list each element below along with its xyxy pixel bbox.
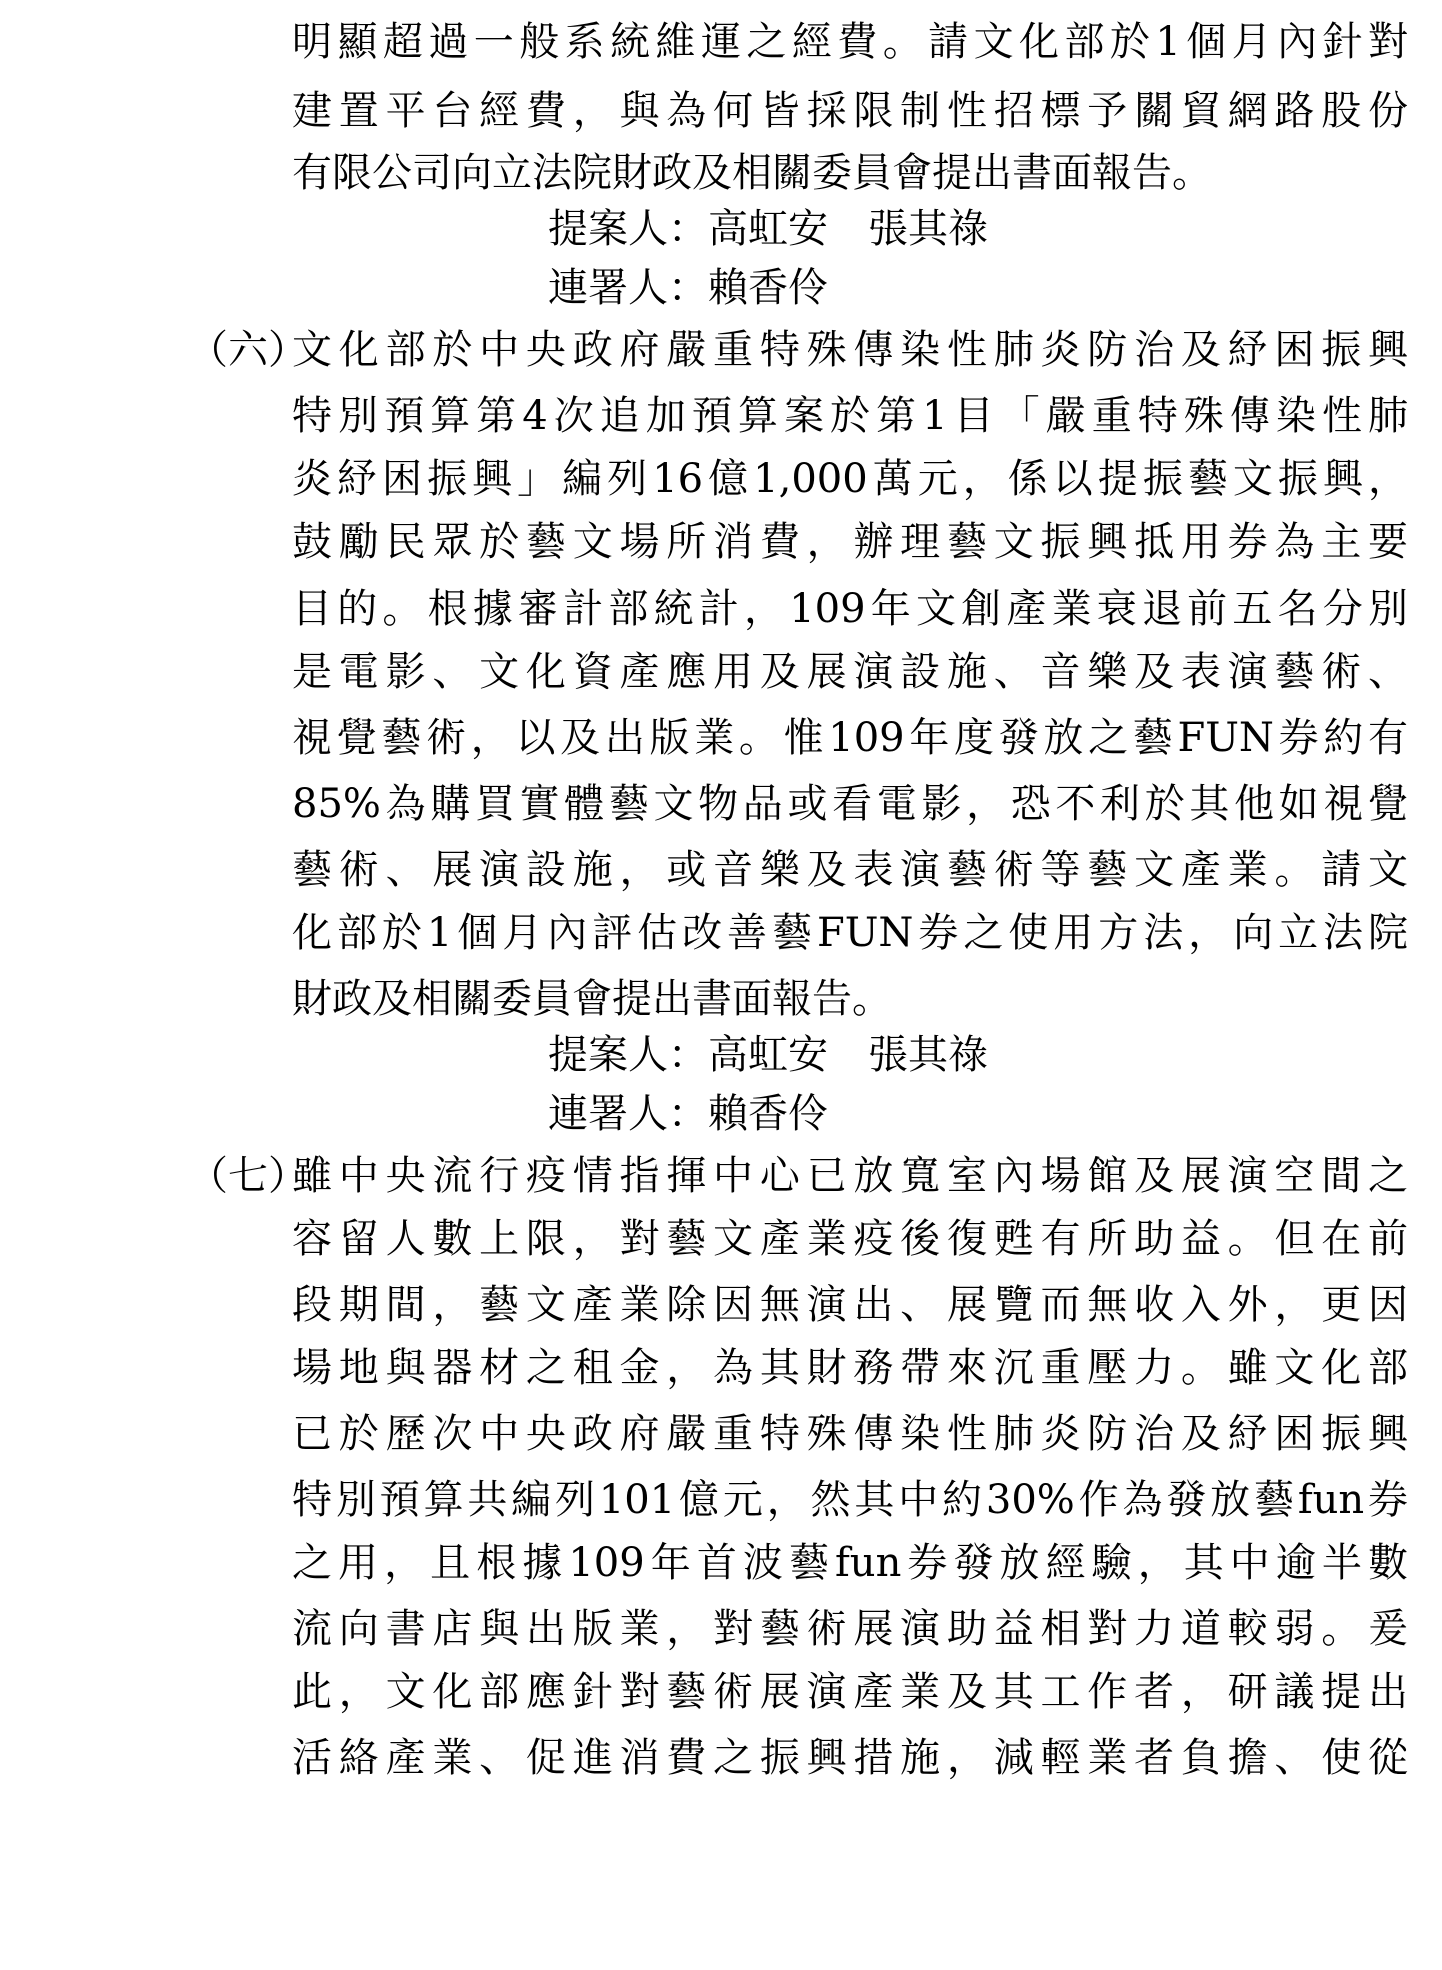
intro-line-3: 有限公司向立法院財政及相關委員會提出書面報告。 <box>292 150 1212 196</box>
item6-line-6: 是電影、文化資產應用及展演設施、音樂及表演藝術、 <box>292 649 1408 695</box>
item6-proposer: 提案人：高虹安 張其祿 <box>548 1032 988 1078</box>
item6-line-11: 財政及相關委員會提出書面報告。 <box>292 976 892 1022</box>
item6-marker: （六） <box>188 327 308 373</box>
item7-line-6: 特別預算共編列101億元，然其中約30%作為發放藝fun券 <box>292 1477 1408 1523</box>
item7-line-4: 場地與器材之租金，為其財務帶來沉重壓力。雖文化部 <box>292 1345 1408 1391</box>
intro-line-1: 明顯超過一般系統維運之經費。請文化部於1個月內針對 <box>292 19 1408 65</box>
item6-line-1: 文化部於中央政府嚴重特殊傳染性肺炎防治及紓困振興 <box>292 327 1408 373</box>
item6-line-9: 藝術、展演設施，或音樂及表演藝術等藝文產業。請文 <box>292 847 1408 893</box>
item7-line-9: 此，文化部應針對藝術展演產業及其工作者，研議提出 <box>292 1669 1408 1715</box>
intro-line-2: 建置平台經費，與為何皆採限制性招標予關貿網路股份 <box>292 88 1408 134</box>
item7-line-7: 之用，且根據109年首波藝fun券發放經驗，其中逾半數 <box>292 1540 1408 1586</box>
intro-proposer: 提案人：高虹安 張其祿 <box>548 206 988 252</box>
item6-line-8: 85%為購買實體藝文物品或看電影，恐不利於其他如視覺 <box>292 781 1408 827</box>
intro-cosigner: 連署人：賴香伶 <box>548 265 828 311</box>
item6-line-5: 目的。根據審計部統計，109年文創產業衰退前五名分別 <box>292 586 1408 632</box>
item7-line-1: 雖中央流行疫情指揮中心已放寬室內場館及展演空間之 <box>292 1153 1408 1199</box>
item7-line-5: 已於歷次中央政府嚴重特殊傳染性肺炎防治及紓困振興 <box>292 1411 1408 1457</box>
item7-line-8: 流向書店與出版業，對藝術展演助益相對力道較弱。爰 <box>292 1606 1408 1652</box>
item7-marker: （七） <box>188 1153 308 1199</box>
item6-line-2: 特別預算第4次追加預算案於第1目「嚴重特殊傳染性肺 <box>292 393 1408 439</box>
item7-line-10: 活絡產業、促進消費之振興措施，減輕業者負擔、使從 <box>292 1735 1408 1781</box>
item7-line-2: 容留人數上限，對藝文產業疫後復甦有所助益。但在前 <box>292 1216 1408 1262</box>
item6-line-3: 炎紓困振興」編列16億1,000萬元，係以提振藝文振興， <box>292 456 1408 502</box>
item6-line-7: 視覺藝術，以及出版業。惟109年度發放之藝FUN券約有 <box>292 715 1408 761</box>
item6-cosigner: 連署人：賴香伶 <box>548 1091 828 1137</box>
item6-line-10: 化部於1個月內評估改善藝FUN券之使用方法，向立法院 <box>292 910 1408 956</box>
item6-line-4: 鼓勵民眾於藝文場所消費，辦理藝文振興抵用券為主要 <box>292 519 1408 565</box>
item7-line-3: 段期間，藝文產業除因無演出、展覽而無收入外，更因 <box>292 1282 1408 1328</box>
